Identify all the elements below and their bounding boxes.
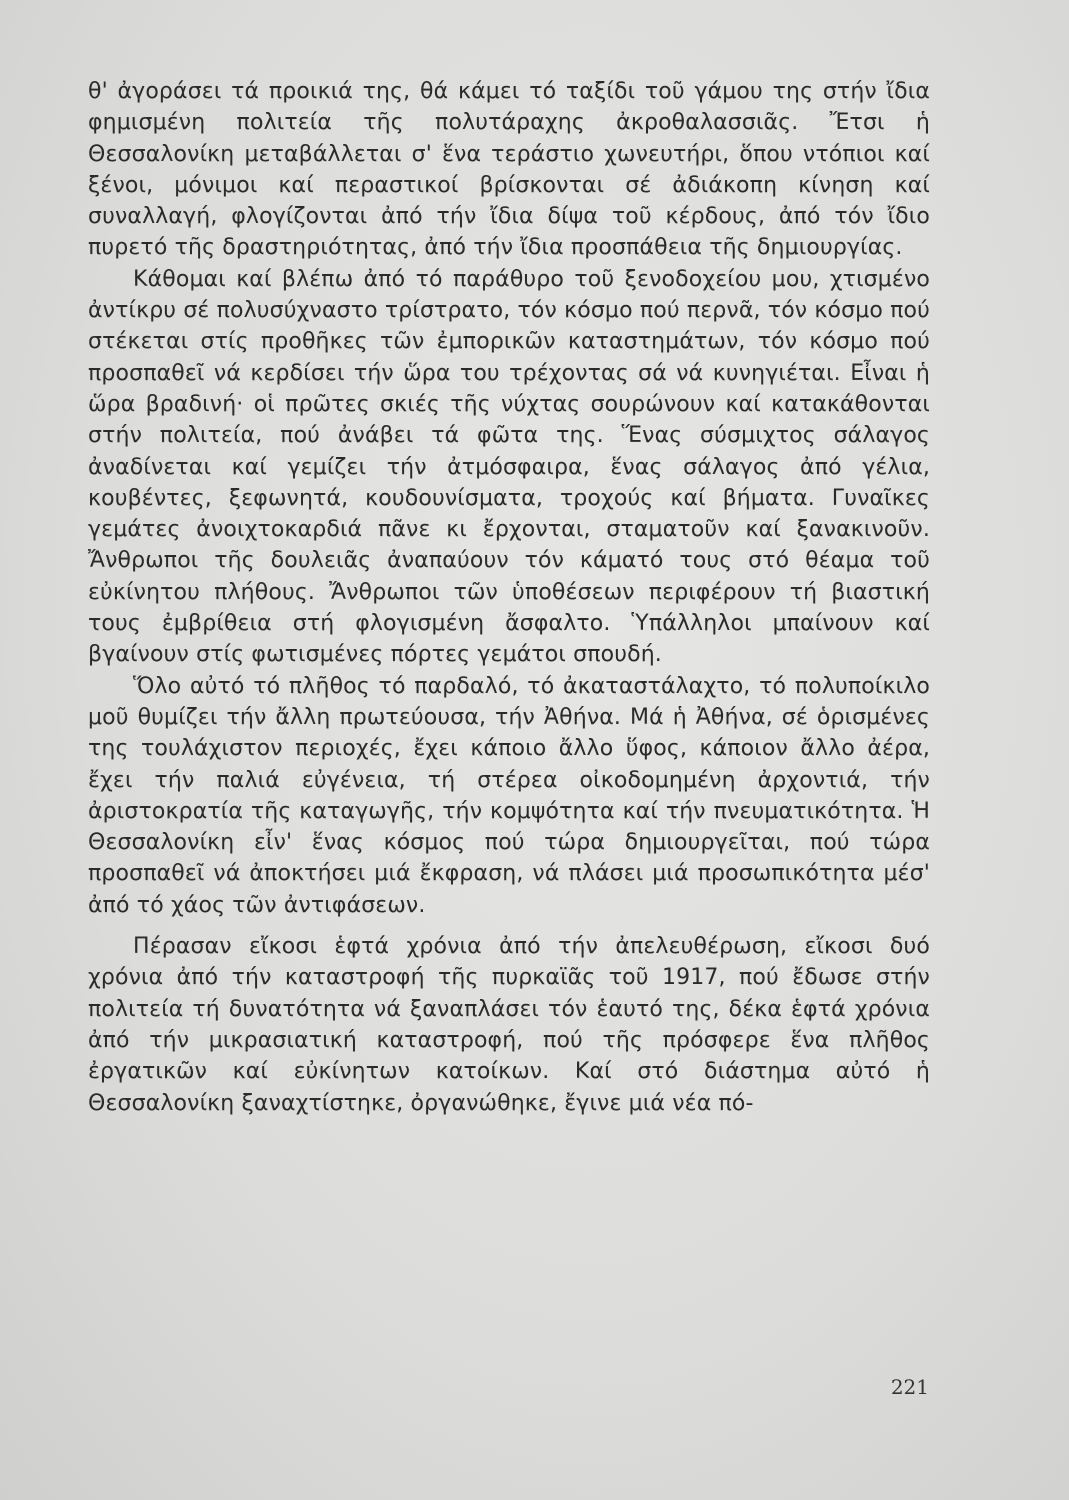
- paragraph-3: Ὅλο αὐτό τό πλῆθος τό παρδαλό, τό ἀκαταστάλαχτο, τό πολυποίκιλο μοῦ θυμίζει τήν ἄλλη πρωτεύουσα, τήν Ἀθήνα. Μά ἡ Ἀθήνα, σέ ὁρισμένες της τουλάχιστον περιοχές, ἔχει κάποιο ἄλλο ὕφος, κάποιον ἄλλο ἀέρα, ἔχει τήν παλιά εὐγένεια, τή στέρεα οἰκοδομημένη ἀρχοντιά, τήν ἀριστοκρατία τῆς καταγωγῆς, τήν κομψότητα καί τήν πνευματικότητα. Ἡ Θεσσαλονίκη εἶν' ἕνας κόσμος πού τώρα δημιουργεῖται, πού τώρα προσπαθεῖ νά ἀποκτήσει μιά ἔκφραση, νά πλάσει μιά προσωπικότητα μέσ' ἀπό τό χάος τῶν ἀντιφάσεων.: [88, 673, 930, 918]
- body-text: [88, 76, 930, 1119]
- page-number: 221: [890, 1375, 929, 1399]
- paragraph-4: Πέρασαν εἴκοσι ἑφτά χρόνια ἀπό τήν ἀπελευθέρωση, εἴκοσι δυό χρόνια ἀπό τήν καταστροφή τῆς πυρκαϊᾶς τοῦ 1917, πού ἔδωσε στήν πολιτεία τή δυνατότητα νά ξαναπλάσει τόν ἑαυτό της, δέκα ἑφτά χρόνια ἀπό τήν μικρασιατική καταστροφή, πού τῆς πρόσφερε ἕνα πλῆθος ἐργατικῶν καί εὐκίνητων κατοίκων. Καί στό διάστημα αὐτό ἡ Θεσσαλονίκη ξαναχτίστηκε, ὀργανώθηκε, ἔγινε μιά νέα πό-: [88, 934, 930, 1116]
- paragraph-2: Κάθομαι καί βλέπω ἀπό τό παράθυρο τοῦ ξενοδοχείου μου, χτισμένο ἀντίκρυ σέ πολυσύχναστο τρίστρατο, τόν κόσμο πού περνᾶ, τόν κόσμο πού στέκεται στίς προθῆκες τῶν ἐμπορικῶν καταστημάτων, τόν κόσμο πού προσπαθεῖ νά κερδίσει τήν ὥρα του τρέχοντας σά νά κυνηγιέται. Εἶναι ἡ ὥρα βραδινή· οἱ πρῶτες σκιές τῆς νύχτας σουρώνουν καί κατακάθονται στήν πολιτεία, πού ἀνάβει τά φῶτα της. Ἕνας σύσμιχτος σάλαγος ἀναδίνεται καί γεμίζει τήν ἀτμόσφαιρα, ἕνας σάλαγος ἀπό γέλια, κουβέντες, ξεφωνητά, κουδουνίσματα, τροχούς καί βήματα. Γυναῖκες γεμάτες ἀνοιχτοκαρδιά πᾶνε κι ἔρχονται, σταματοῦν καί ξανακινοῦν. Ἄνθρωποι τῆς δουλειᾶς ἀναπαύουν τόν κάματό τους στό θέαμα τοῦ εὐκίνητου πλήθους. Ἄνθρωποι τῶν ὑποθέσεων περιφέρουν τή βιαστική τους ἐμβρίθεια στή φλογισμένη ἄσφαλτο. Ὑπάλληλοι μπαίνουν καί βγαίνουν στίς φωτισμένες πόρτες γεμάτοι σπουδή.: [88, 266, 930, 668]
- paragraph-1: θ' ἀγοράσει τά προικιά της, θά κάμει τό ταξίδι τοῦ γάμου της στήν ἴδια φημισμένη πολιτεία τῆς πολυτάραχης ἀκροθαλασσιᾶς. Ἔτσι ἡ Θεσσαλονίκη μεταβάλλεται σ' ἕνα τεράστιο χωνευτήρι, ὅπου ντόπιοι καί ξένοι, μόνιμοι καί περαστικοί βρίσκονται σέ ἀδιάκοπη κίνηση καί συναλλαγή, φλογίζονται ἀπό τήν ἴδια δίψα τοῦ κέρδους, ἀπό τόν ἴδιο πυρετό τῆς δραστηριότητας, ἀπό τήν ἴδια προσπάθεια τῆς δημιουργίας.: [88, 79, 930, 261]
